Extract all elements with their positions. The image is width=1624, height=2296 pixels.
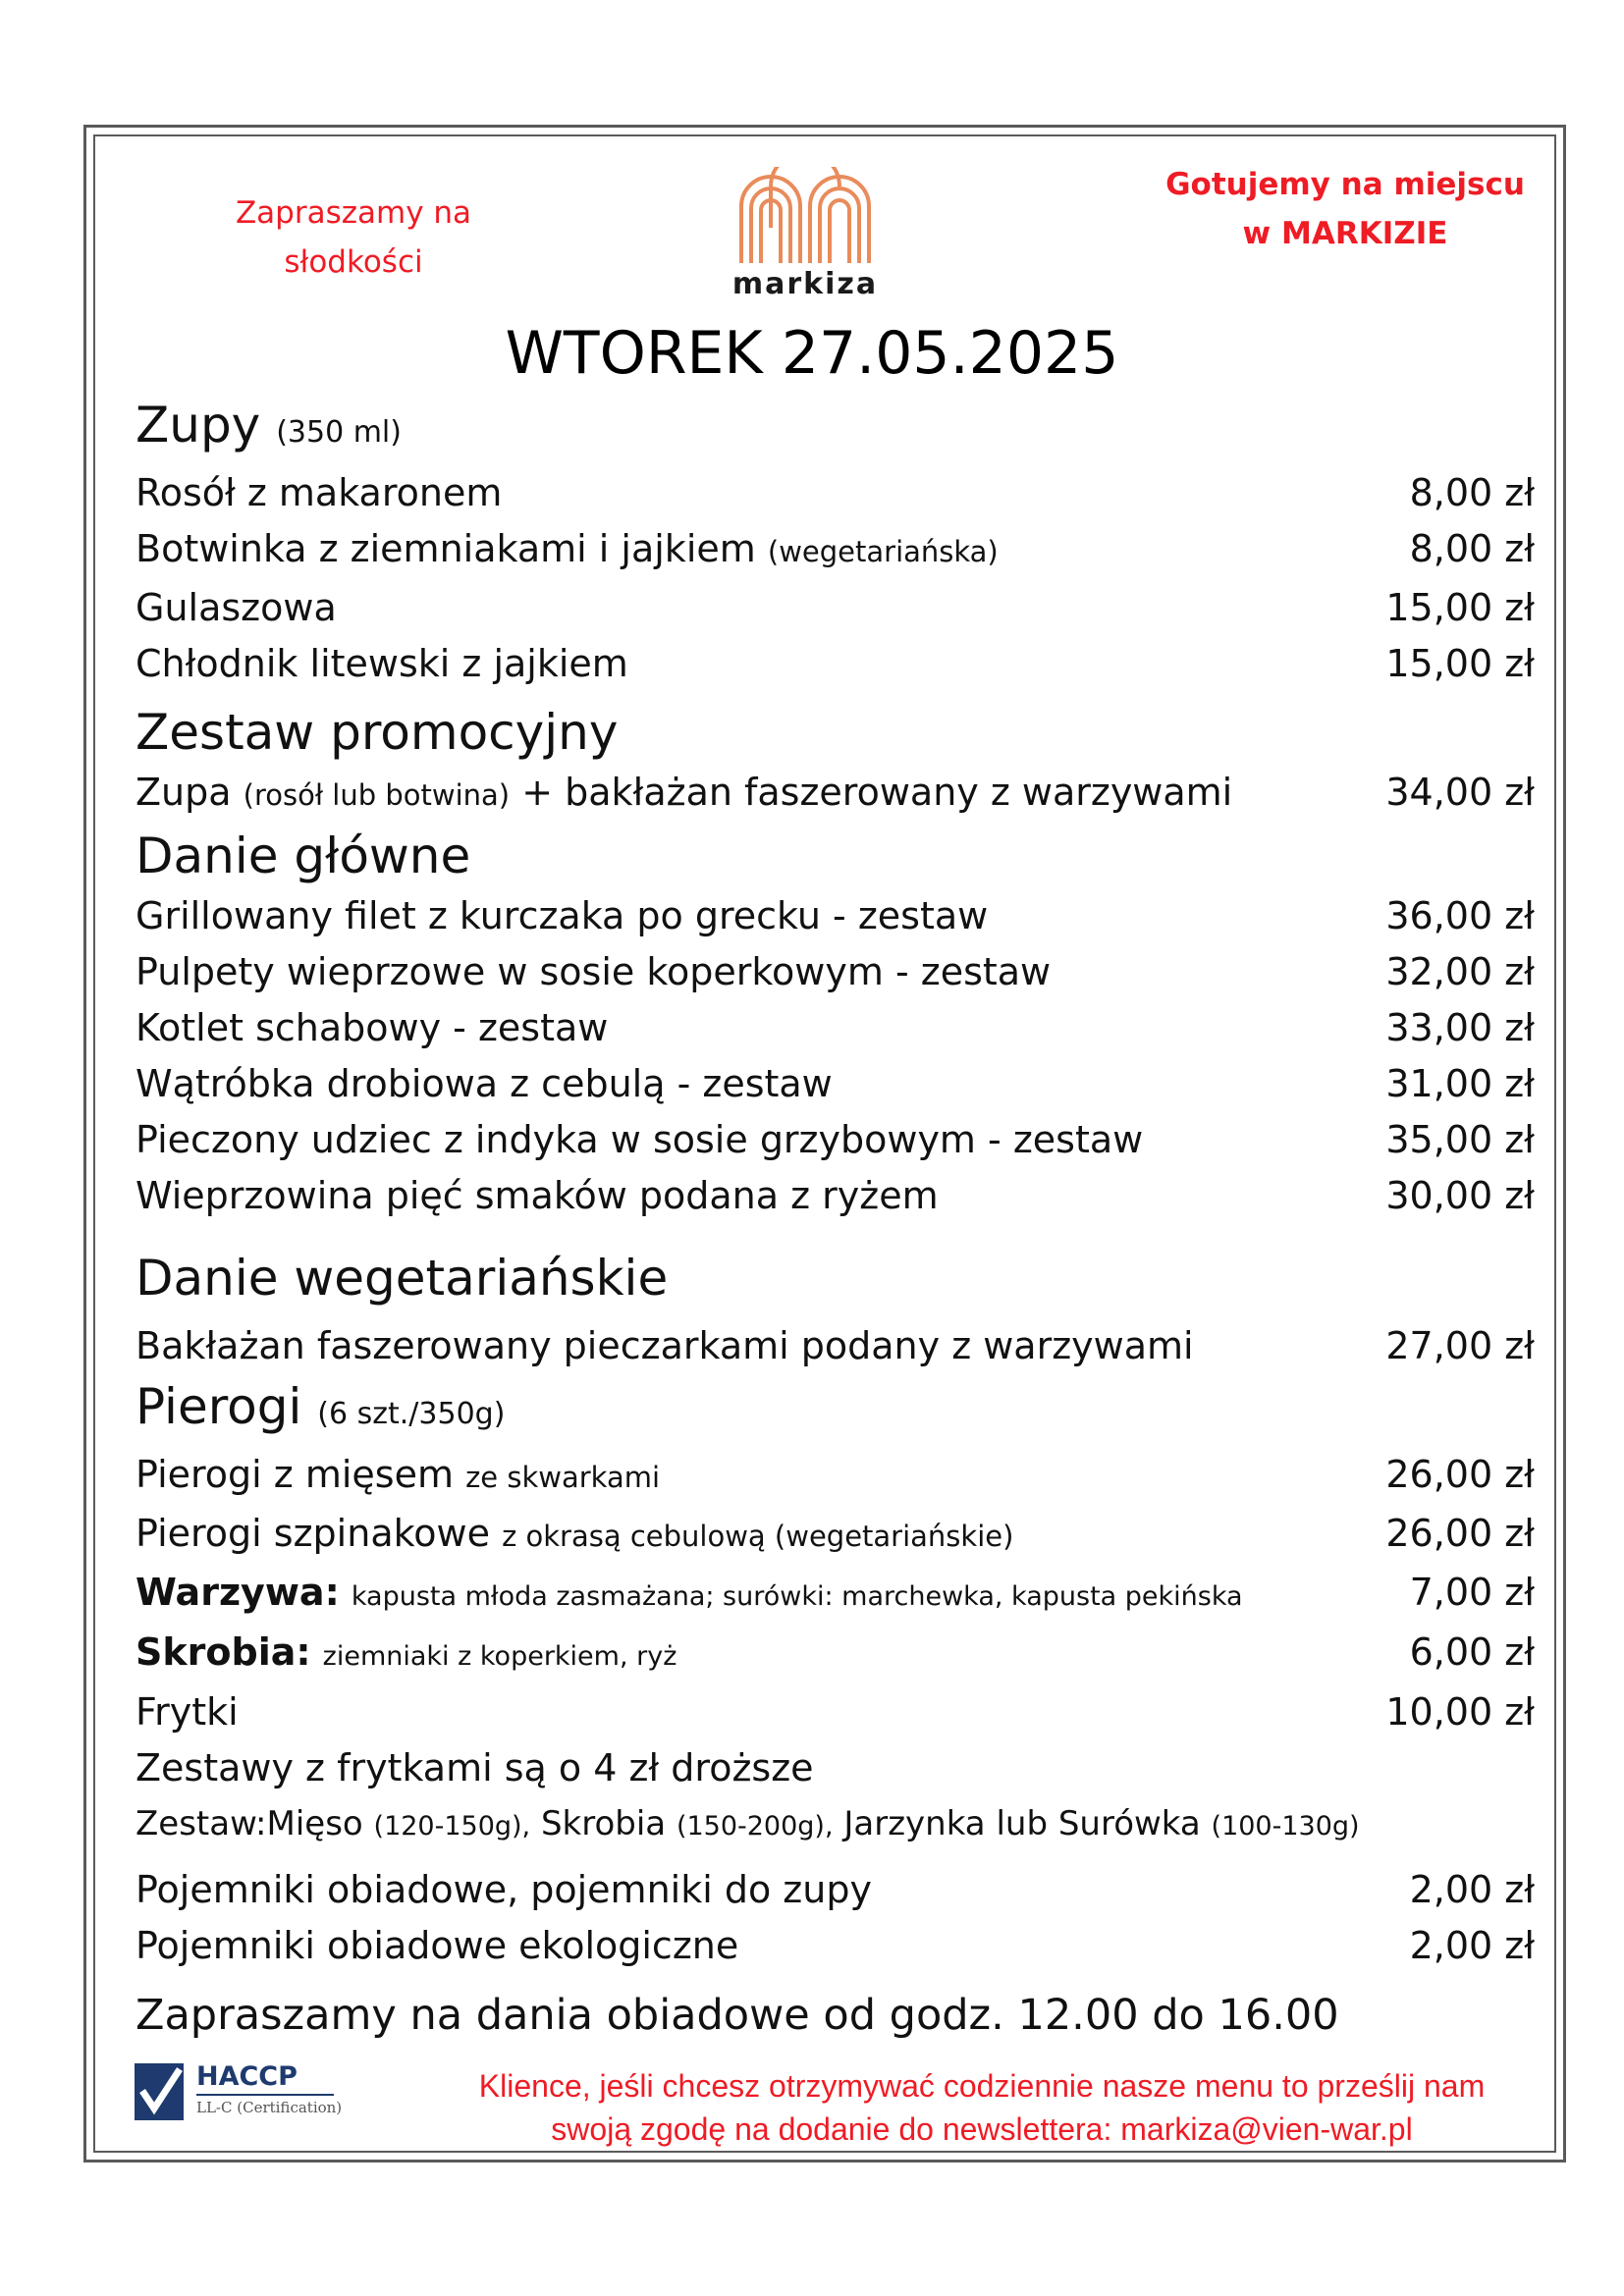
menu-item	[135, 765, 1535, 824]
item-note: z okrasą cebulową (wegetariańskie)	[502, 1520, 1014, 1553]
item-price: 7,00 zł	[1409, 1571, 1535, 1614]
menu-item	[135, 1506, 1535, 1565]
section-wege	[135, 1246, 1535, 1310]
haccp-badge	[133, 2061, 349, 2130]
section-title: Zupy	[135, 397, 261, 454]
sweets-invite-line2: słodkości	[284, 244, 423, 280]
menu-item	[135, 1684, 1535, 1740]
item-price: 8,00 zł	[1409, 527, 1535, 570]
menu-item	[135, 1447, 1535, 1506]
logo-text: markiza	[731, 267, 879, 301]
item-name: Pulpety wieprzowe w sosie koperkowym - zestaw	[135, 950, 1052, 993]
zestaw-note: (100-130g)	[1211, 1811, 1360, 1842]
menu-body	[135, 393, 1535, 2047]
cooking-note	[1159, 160, 1532, 258]
item-price: 35,00 zł	[1385, 1118, 1535, 1161]
item-price: 26,00 zł	[1385, 1453, 1535, 1496]
section-note: (350 ml)	[276, 415, 402, 450]
item-name: Pierogi szpinakowe	[135, 1512, 490, 1555]
zestaw-part: Skrobia	[540, 1804, 667, 1843]
menu-item	[135, 1318, 1535, 1374]
markiza-logo	[722, 167, 889, 309]
cooking-note-line2: w MARKIZIE	[1242, 216, 1448, 251]
date-title: WTOREK 27.05.2025	[505, 319, 1119, 388]
section-title: Danie wegetariańskie	[135, 1250, 669, 1307]
check-icon	[133, 2061, 188, 2124]
item-price: 8,00 zł	[1409, 471, 1535, 514]
newsletter-line1: Klience, jeśli chcesz otrzymywać codziennie nasze menu to prześlij nam	[478, 2068, 1486, 2104]
item-name: Pierogi z mięsem	[135, 1453, 454, 1496]
item-note: (wegetariańska)	[767, 535, 999, 568]
item-name: Pojemniki obiadowe ekologiczne	[135, 1924, 739, 1967]
menu-item	[135, 888, 1535, 944]
item-note: kapusta młoda zasmażana; surówki: marchewka, kapusta pekińska	[351, 1581, 1243, 1612]
item-note: ziemniaki z koperkiem, ryż	[322, 1641, 677, 1672]
haccp-subtitle: LL-C (Certification)	[196, 2099, 343, 2116]
section-glowne	[135, 824, 1535, 888]
section-pierogi	[135, 1374, 1535, 1447]
menu-item	[135, 636, 1535, 692]
item-name: Gulaszowa	[135, 586, 337, 629]
item-price: 31,00 zł	[1385, 1062, 1535, 1105]
item-price: 2,00 zł	[1409, 1868, 1535, 1911]
menu-item	[135, 1112, 1535, 1168]
item-price: 6,00 zł	[1409, 1630, 1535, 1674]
item-name: Grillowany filet z kurczaka po grecku - zestaw	[135, 894, 989, 937]
item-name: Chłodnik litewski z jajkiem	[135, 642, 628, 685]
item-name: Warzywa:	[135, 1571, 340, 1614]
item-name: Pieczony udziec z indyka w sosie grzybowym - zestaw	[135, 1118, 1144, 1161]
menu-item	[135, 1862, 1535, 1918]
menu-note	[135, 1796, 1535, 1854]
item-name: Botwinka z ziemniakami i jajkiem	[135, 527, 756, 570]
cooking-note-line1: Gotujemy na miejscu	[1165, 167, 1525, 202]
zestaw-part: Zestaw:Mięso	[135, 1804, 363, 1843]
section-promo	[135, 700, 1535, 765]
zestaw-note: (120-150g),	[373, 1811, 531, 1842]
zestawy-note: Zestawy z frytkami są o 4 zł droższe	[135, 1746, 814, 1789]
zestaw-part: Jarzynka lub Surówka	[843, 1804, 1201, 1843]
menu-item	[135, 1168, 1535, 1224]
item-name: Bakłażan faszerowany pieczarkami podany z warzywami	[135, 1324, 1194, 1367]
item-note: (rosół lub botwina)	[243, 778, 511, 812]
menu-item	[135, 1056, 1535, 1112]
sweets-invite-line1: Zapraszamy na	[235, 195, 472, 231]
sweets-invite	[226, 188, 481, 287]
newsletter-note	[412, 2064, 1551, 2151]
menu-item	[135, 1565, 1535, 1625]
item-price: 30,00 zł	[1385, 1174, 1535, 1217]
item-price: 32,00 zł	[1385, 950, 1535, 993]
menu-item	[135, 1000, 1535, 1056]
menu-note	[135, 1740, 1535, 1796]
section-zupy	[135, 393, 1535, 465]
menu-item	[135, 1625, 1535, 1684]
item-price: 33,00 zł	[1385, 1006, 1535, 1049]
menu-item	[135, 944, 1535, 1000]
lunch-hours: Zapraszamy na dania obiadowe od godz. 12.00 do 16.00	[135, 1991, 1339, 2040]
section-title: Danie główne	[135, 828, 471, 884]
section-note: (6 szt./350g)	[317, 1397, 506, 1431]
markiza-logo-icon	[731, 167, 879, 265]
newsletter-line2: swoją zgodę na dodanie do newslettera: markiza@vien-war.pl	[551, 2111, 1413, 2147]
item-name: Frytki	[135, 1690, 239, 1734]
haccp-title: HACCP	[196, 2061, 298, 2092]
item-note: ze skwarkami	[465, 1461, 661, 1494]
item-name: Zupa	[135, 771, 232, 814]
menu-item	[135, 465, 1535, 521]
item-price: 26,00 zł	[1385, 1512, 1535, 1555]
item-price: 10,00 zł	[1385, 1690, 1535, 1734]
item-price: 34,00 zł	[1385, 771, 1535, 814]
item-name: Skrobia:	[135, 1630, 311, 1674]
section-title: Zestaw promocyjny	[135, 704, 619, 761]
section-title: Pierogi	[135, 1378, 302, 1435]
item-name: Wątróbka drobiowa z cebulą - zestaw	[135, 1062, 833, 1105]
item-price: 2,00 zł	[1409, 1924, 1535, 1967]
zestaw-note: (150-200g),	[676, 1811, 834, 1842]
item-name: Kotlet schabowy - zestaw	[135, 1006, 609, 1049]
item-name: Rosół z makaronem	[135, 471, 503, 514]
item-price: 15,00 zł	[1385, 586, 1535, 629]
menu-item	[135, 580, 1535, 636]
menu-item	[135, 521, 1535, 580]
item-price: 15,00 zł	[1385, 642, 1535, 685]
haccp-divider	[196, 2094, 334, 2096]
item-price: 27,00 zł	[1385, 1324, 1535, 1367]
menu-item	[135, 1918, 1535, 1974]
item-price: 36,00 zł	[1385, 894, 1535, 937]
item-name: Pojemniki obiadowe, pojemniki do zupy	[135, 1868, 872, 1911]
item-name: Wieprzowina pięć smaków podana z ryżem	[135, 1174, 939, 1217]
item-name-cont: + bakłażan faszerowany z warzywami	[521, 771, 1233, 814]
